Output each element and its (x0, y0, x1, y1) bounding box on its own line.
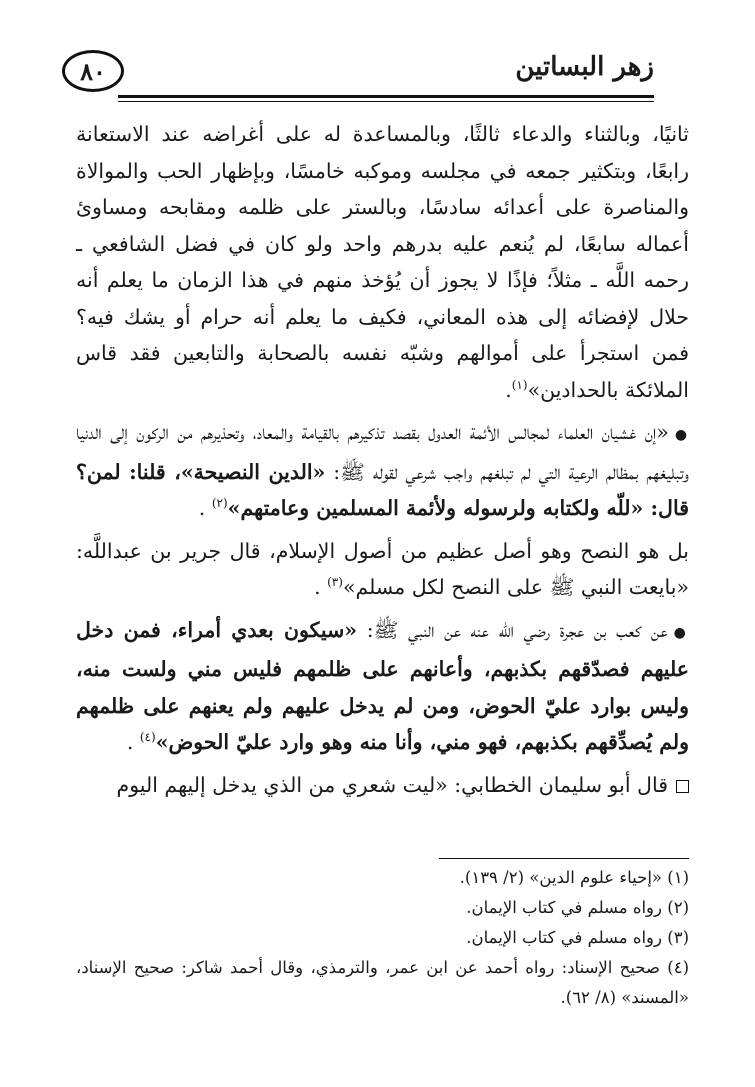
paragraph-2-hadith: «الدين النصيحة»، قلنا: لمن؟ قال: «للّه ولكتابه ولرسوله ولأئمة المسلمين وعامتهم» (76, 459, 689, 520)
footnote-ref-2: (٢) (211, 496, 228, 511)
page-number: ٨٠ (62, 50, 124, 92)
paragraph-4: ●عن كعب بن عجرة رضي الله عنه عن النبي ﷺ: «سيكون بعدي أمراء، فمن دخل عليهم فصدّقهم بكذبهم، وأعانهم على ظلمهم فليس مني ولست منه، وليس بوارد عليّ الحوض، ومن لم يدخل عليهم ولم يعنهم على ظلمهم ولم يُصدِّقهم بكذبهم، فهو مني، وأنا منه وهو وارد عليّ الحوض»$^{(٤)}$ . (76, 617, 689, 754)
footnote-ref-3: (٣) (327, 575, 343, 590)
footnote-4: (٤) صحيح الإسناد: رواه أحمد عن ابن عمر، والترمذي، وقال أحمد شاكر: صحيح الإسناد، «المسند» (٨/ ٦٢). (76, 958, 689, 1007)
footnote-ref-1: (١) (511, 377, 528, 392)
bullet-icon: ● (673, 624, 689, 641)
paragraph-2-text: «إن غشيان العلماء لمجالس الأئمة العدول بقصد تذكيرهم بالقيامة والمعاد، وتحذيرهم من الركون إلى الدنيا وتبليغهم بمظالم الرعية التي لم تبلغهم واجب شرعي لقوله ﷺ: (76, 420, 689, 484)
paragraph-5 (76, 767, 689, 804)
paragraph-5-text: قال أبو سليمان الخطابي: «ليت شعري من الذي يدخل إليهم اليوم (116, 772, 668, 797)
paragraph-1: ثانيًا، وبالثناء والدعاء ثالثًا، وبالمساعدة له على أغراضه عند الاستعانة رابعًا، وبتكثير جمعه في مجلسه وموكبه خامسًا، وبإظهار الحب والموالاة والمناصرة على أعدائه سادسًا، وبالستر على ظلمه ومقابحه ومساوئ أعماله سابعًا، لم يُنعم عليه بدرهم واحد ولو كان في فضل الشافعي ـ رحمه اللَّه ـ مثلاً؛ فإذًا لا يجوز أن يُؤخذ منهم في هذا الزمان ما يعلم أنه حلال لإفضائه إلى هذه المعاني، فكيف ما يعلم أنه حرام أو يشك فيه؟ فمن استجرأ على أموالهم وشبّه نفسه بالصحابة والتابعين فقد قاس الملائكة بالحدادين»$^{(١)}$. (76, 122, 689, 402)
paragraph-1-text: ثانيًا، وبالثناء والدعاء ثالثًا، وبالمساعدة له على أغراضه عند الاستعانة رابعًا، وبتكثير جمعه في مجلسه وموكبه خامسًا، وبإظهار الحب والموالاة والمناصرة على أعدائه سادسًا، وبالستر على ظلمه ومقابحه ومساوئ أعماله سابعًا، لم يُنعم عليه بدرهم واحد ولو كان في فضل الشافعي ـ رحمه اللَّه ـ مثلاً؛ فإذًا لا يجوز أن يُؤخذ منهم في هذا الزمان ما يعلم أنه حلال لإفضائه إلى هذه المعاني، فكيف ما يعلم أنه حرام أو يشك فيه؟ فمن استجرأ على أموالهم وشبّه نفسه بالصحابة والتابعين فقد قاس الملائكة بالحدادين» (76, 122, 689, 402)
running-title: زهر البساتين (515, 52, 654, 82)
header-rule (118, 95, 654, 98)
footnote-3: (٣) رواه مسلم في كتاب الإيمان. (466, 928, 689, 947)
footnote-divider (439, 858, 689, 859)
paragraph-3-text: بل هو النصح وهو أصل عظيم من أصول الإسلام، قال جرير بن عبداللَّه: «بايعت النبي ﷺ على النصح لكل مسلم» (76, 538, 689, 599)
footnotes (76, 858, 689, 1013)
bullet-icon: ● (674, 427, 690, 443)
header-rule-thin (118, 101, 654, 102)
footnote-1: (١) «إحياء علوم الدين» (٢/ ١٣٩). (459, 868, 689, 887)
page-header (62, 50, 654, 96)
footnote-2: (٢) رواه مسلم في كتاب الإيمان. (466, 898, 689, 917)
paragraph-4-hadith: «سيكون بعدي أمراء، فمن دخل عليهم فصدّقهم بكذبهم، وأعانهم على ظلمهم فليس مني ولست منه، وليس بوارد عليّ الحوض، ومن لم يدخل عليهم ولم يعنهم على ظلمهم ولم يُصدِّقهم بكذبهم، فهو مني، وأنا منه وهو وارد عليّ الحوض» (76, 617, 689, 754)
paragraph-2: ●«إن غشيان العلماء لمجالس الأئمة العدول بقصد تذكيرهم بالقيامة والمعاد، وتحذيرهم من الركون إلى الدنيا وتبليغهم بمظالم الرعية التي لم تبلغهم واجب شرعي لقوله ﷺ: «الدين النصيحة»، قلنا: لمن؟ قال: «للّه ولكتابه ولرسوله ولأئمة المسلمين وعامتهم»$^{(٢)}$ . (76, 420, 690, 520)
main-text (76, 116, 689, 803)
paragraph-4-text: عن كعب بن عجرة رضي الله عنه عن النبي ﷺ: (357, 617, 668, 642)
square-marker-icon (676, 780, 689, 793)
paragraph-3: بل هو النصح وهو أصل عظيم من أصول الإسلام، قال جرير بن عبداللَّه: «بايعت النبي ﷺ على النصح لكل مسلم»$^{(٣)}$ . (76, 538, 689, 599)
footnote-ref-4: (٤) (139, 730, 156, 745)
